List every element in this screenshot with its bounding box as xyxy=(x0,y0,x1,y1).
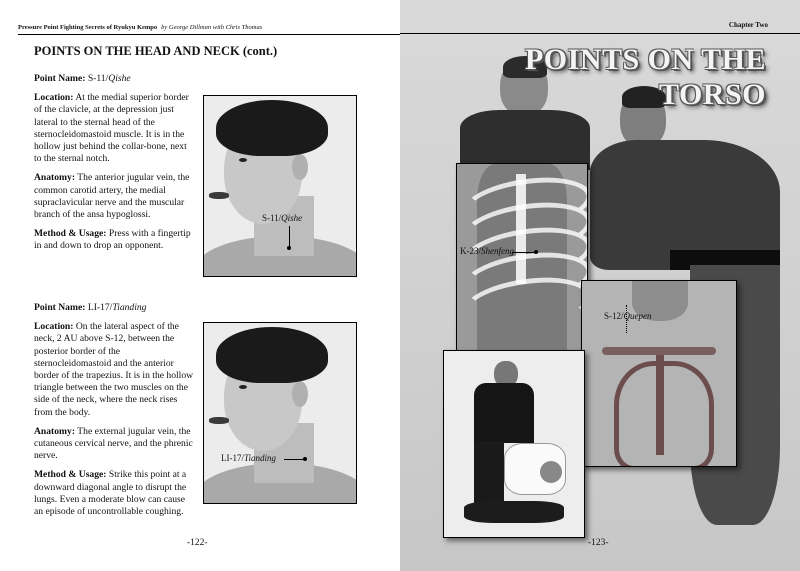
point-1-name: Point Name: S-11/Qishe xyxy=(34,73,131,84)
point-2-name: Point Name: LI-17/Tianding xyxy=(34,302,147,313)
left-page-number: -122- xyxy=(187,538,208,548)
right-page xyxy=(400,0,800,571)
point-2-text xyxy=(34,302,194,525)
callout-s11: S-11/Qishe xyxy=(262,213,303,223)
point-1-anatomy: Anatomy: The anterior jugular vein, the common carotid artery, the medial supraclavicular nerve and the muscular branch of the ansa hypoglossi. xyxy=(34,172,190,221)
inset-s12-quepen xyxy=(581,280,737,467)
right-header-rule xyxy=(400,33,800,34)
point-2-anatomy: Anatomy: The external jugular vein, the cutaneous cervical nerve, and the phrenic nerve. xyxy=(34,425,193,462)
callout-li17: LI-17/Tianding xyxy=(221,453,277,463)
fighter-left-torso xyxy=(460,110,590,170)
chapter-running-head: Chapter Two xyxy=(728,21,768,29)
left-running-head: Pressure Point Fighting Secrets of Ryukyu Kempo by George Dillman with Chris Thomas xyxy=(18,24,263,31)
point-2-location: Location: On the lateral aspect of the neck, 2 AU above S-12, between the posterior border of the sternocleidomastoid and the anterior border of the trapezius. It is in the hollow triangle between the two muscles on the side of the neck, where the neck rises from the body. xyxy=(34,321,194,418)
inset-grappling-photo xyxy=(443,350,585,538)
photo-s11-qishe xyxy=(203,95,357,277)
point-2-method: Method & Usage: Strike this point at a downward diagonal angle to disrupt the lungs. Even a moderate blow can cause an episode of uncontrollable coughing. xyxy=(34,469,187,518)
callout-k23: K-23/Shenfeng xyxy=(460,246,514,256)
point-1-location: Location: At the medial superior border of the clavicle, at the depression just lateral to the sternal head of the sternocleidomastoid muscle. It is in the hollow just behind the collar-bone, next to the sternal notch. xyxy=(34,92,189,165)
point-1-text xyxy=(34,73,194,260)
right-page-number: -123- xyxy=(588,538,609,548)
chapter-title-line-1: POINTS ON THE xyxy=(524,43,766,76)
section-title: POINTS ON THE HEAD AND NECK (cont.) xyxy=(34,44,278,58)
inset-k23-shenfeng xyxy=(456,163,588,351)
left-header-rule xyxy=(18,34,400,35)
chapter-title-line-2: TORSO xyxy=(659,78,766,111)
left-running-head-byline: by George Dillman with Chris Thomas xyxy=(161,24,263,31)
callout-s12: S-12/Quepen xyxy=(604,311,652,321)
point-1-method: Method & Usage: Press with a fingertip in and down to drop an opponent. xyxy=(34,228,191,252)
photo-li17-tianding xyxy=(203,322,357,504)
